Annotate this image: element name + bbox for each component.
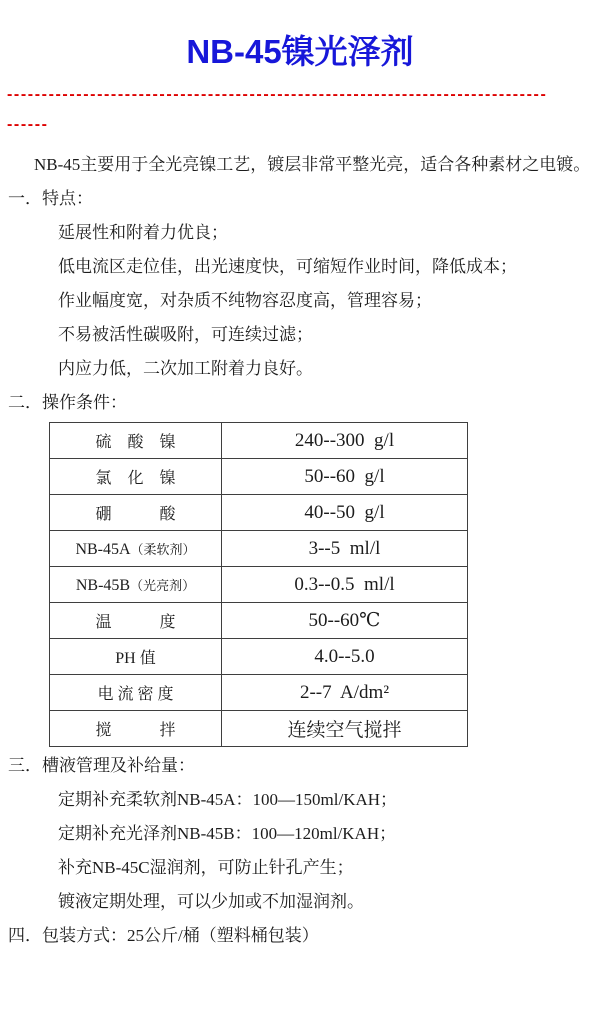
param-value: 连续空气搅拌 [222,711,468,747]
param-note: （柔软剂） [130,541,196,557]
management-item: 补充NB-45C湿润剂，可防止针孔产生； [58,858,354,877]
param-cell [50,639,222,675]
feature-item: 作业幅度宽，对杂质不纯物容忍度高，管理容易； [58,291,432,310]
packaging-heading: 四．包装方式：25公斤/桶（塑料桶包装） [8,926,319,945]
param-name: 硼 酸 [95,506,176,523]
param-cell [50,531,222,567]
param-cell [50,675,222,711]
management-item: 定期补充柔软剂NB-45A：100—150ml/KAH； [58,790,398,809]
table-row [50,531,468,567]
table-row [50,675,468,711]
param-note: （光亮剂） [130,577,196,593]
param-cell [50,711,222,747]
param-name: NB-45B [75,576,131,594]
param-cell [50,423,222,459]
divider-line-1: ------------------------------------------------------------------------------ [7,86,548,103]
param-name: 搅 拌 [95,722,176,739]
param-value: 4.0--5.0 [222,639,468,675]
table-row [50,423,468,459]
divider-line-2: ------ [7,116,49,133]
feature-item: 延展性和附着力优良； [58,223,228,242]
management-item: 定期补充光泽剂NB-45B：100—120ml/KAH； [58,824,397,843]
features-list [8,216,592,386]
table-row [50,603,468,639]
param-cell [50,459,222,495]
param-value: 50--60 g/l [222,459,468,495]
param-value: 240--300 g/l [222,423,468,459]
operating-conditions-table [49,422,468,747]
param-name: 硫 酸 镍 [95,434,176,451]
feature-item: 内应力低，二次加工附着力良好。 [58,359,313,378]
table-row [50,711,468,747]
param-name: 温 度 [95,614,176,631]
management-item: 镀液定期处理，可以少加或不加湿润剂。 [58,892,364,911]
param-cell [50,567,222,603]
management-heading: 三．槽液管理及补给量： [8,756,195,775]
features-heading: 一．特点： [8,189,93,208]
feature-item: 不易被活性碳吸附，可连续过滤； [58,325,313,344]
param-name: 电 流 密 度 [97,686,174,703]
feature-item: 低电流区走位佳，出光速度快，可缩短作业时间，降低成本； [58,257,517,276]
param-value: 3--5 ml/l [222,531,468,567]
param-value: 50--60℃ [222,603,468,639]
param-name: PH 值 [115,650,156,667]
table-row [50,639,468,675]
table-row [50,459,468,495]
param-value: 0.3--0.5 ml/l [222,567,468,603]
intro-paragraph: NB-45主要用于全光亮镍工艺，镀层非常平整光亮，适合各种素材之电镀。 [34,155,591,174]
document-page [0,30,600,953]
param-name: 氯 化 镍 [95,470,176,487]
divider-dashed-line [7,80,593,140]
operating-heading: 二．操作条件： [8,393,127,412]
table-row [50,495,468,531]
param-cell [50,495,222,531]
param-name: NB-45A [75,540,131,558]
management-list [8,783,592,919]
param-cell [50,603,222,639]
page-title: NB-45镍光泽剂 [186,33,414,70]
table-row [50,567,468,603]
param-value: 40--50 g/l [222,495,468,531]
param-value: 2--7 A/dm² [222,675,468,711]
